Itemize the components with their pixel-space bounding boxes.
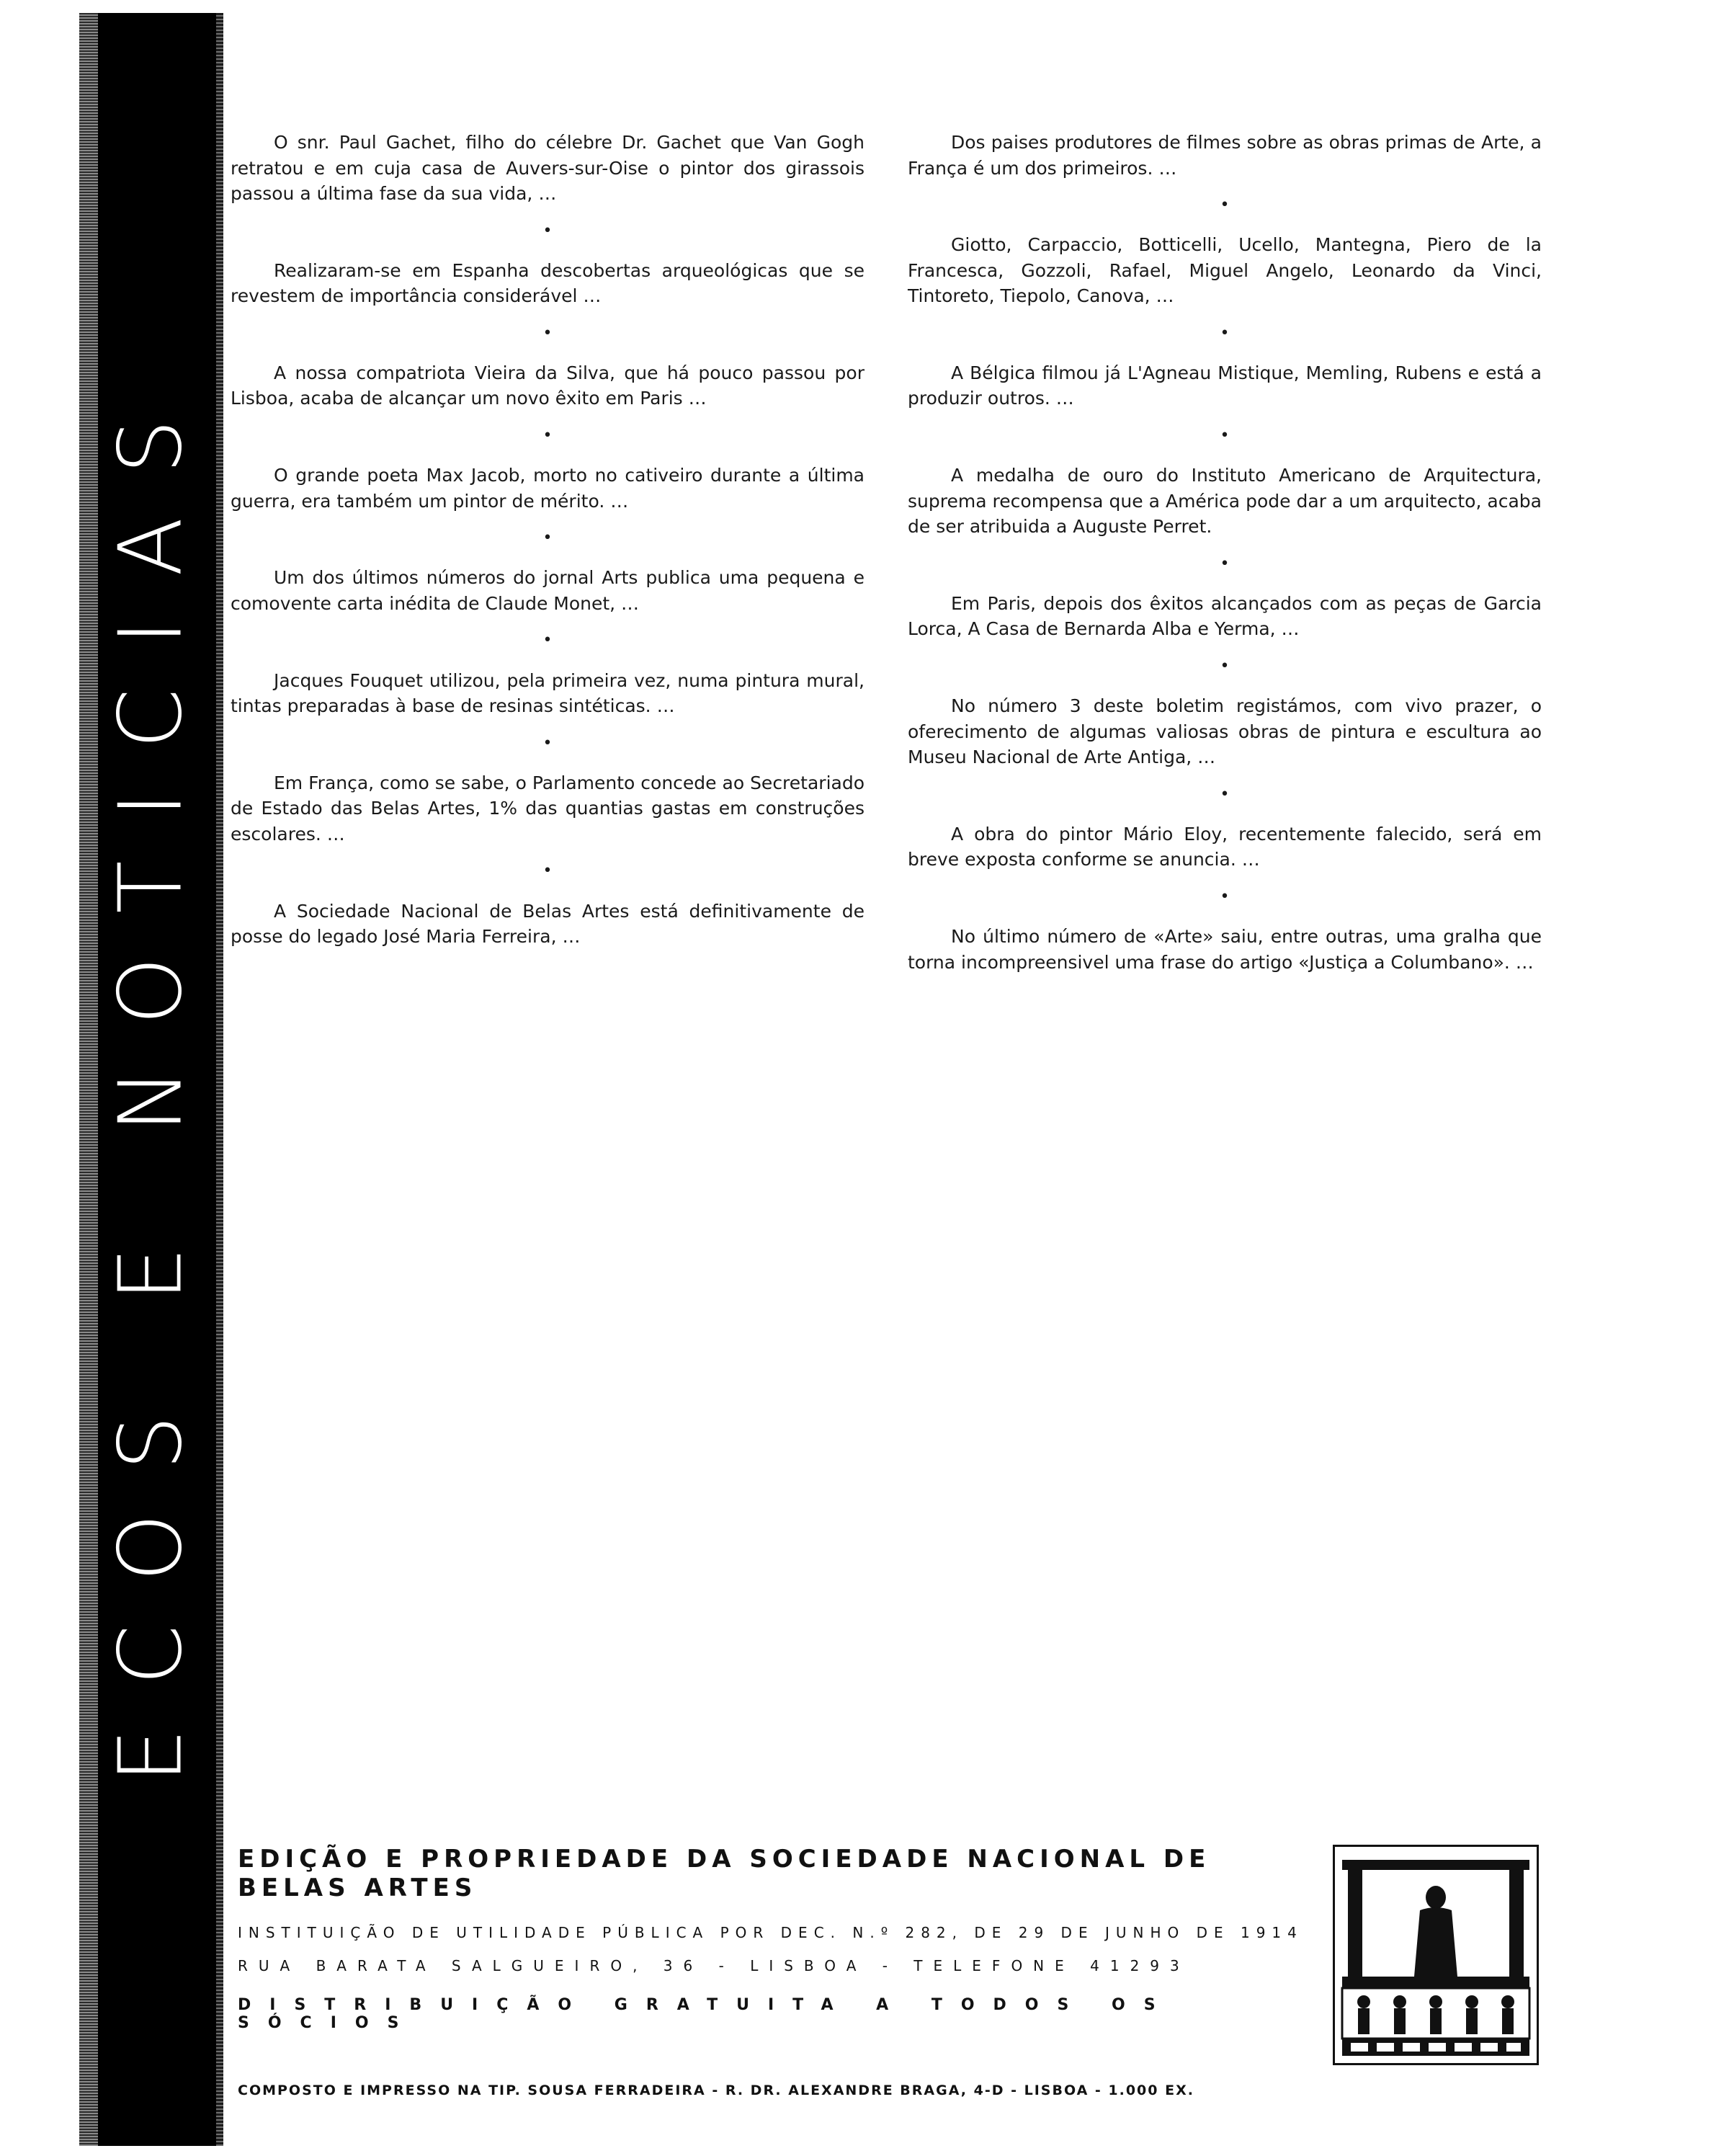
classical-sculpture-emblem-icon (1333, 1845, 1539, 2065)
right-column (908, 130, 1542, 995)
bullet-separator: • (542, 426, 553, 445)
bullet-separator: • (542, 529, 553, 548)
news-item: Jacques Fouquet utilizou, pela primeira vez, numa pintura mural, tintas preparadas à base de resinas sintéticas. … (231, 669, 864, 717)
bullet-separator: • (1220, 554, 1230, 573)
bullet-separator: • (542, 734, 553, 752)
halftone-strip-right (216, 13, 223, 2146)
news-item: Realizaram-se em Espanha descobertas arqueológicas que se revestem de importância considerável … (231, 259, 864, 307)
news-item: No último número de «Arte» saiu, entre outras, uma gralha que torna incompreensivel uma frase do artigo «Justiça a Columbano». … (908, 926, 1542, 973)
news-item: Giotto, Carpaccio, Botticelli, Ucello, Mantegna, Piero de la Francesca, Gozzoli, Rafael, Miguel Angelo, Leonardo da Vinci, Tintoreto, Tiepolo, Canova, … (908, 234, 1542, 307)
emblem-drawing (1335, 1847, 1537, 2063)
institution-line: INSTITUIÇÃO DE UTILIDADE PÚBLICA POR DEC. N.º 282, DE 29 DE JUNHO DE 1914 (238, 1924, 1303, 1941)
bullet-separator: • (1220, 785, 1230, 803)
news-item: A medalha de ouro do Instituto Americano de Arquitectura, suprema recompensa que a América pode dar a um arquitecto, acaba de ser atribuida a Auguste Perret. (908, 465, 1542, 538)
address-line: RUA BARATA SALGUEIRO, 36 - LISBOA - TELEFONE 41293 (238, 1957, 1190, 1974)
news-item: O grande poeta Max Jacob, morto no cativeiro durante a última guerra, era também um pintor de mérito. … (231, 465, 864, 512)
news-item: O snr. Paul Gachet, filho do célebre Dr. Gachet que Van Gogh retratou e em cuja casa de Auvers-sur-Oise o pintor dos girassois passou a última fase da sua vida, … (231, 132, 864, 204)
news-item: A Sociedade Nacional de Belas Artes está definitivamente de posse do legado José Maria Ferreira, … (231, 900, 864, 948)
news-item: A nossa compatriota Vieira da Silva, que há pouco passou por Lisboa, acaba de alcançar um novo êxito em Paris … (231, 362, 864, 409)
bullet-separator: • (1220, 656, 1230, 675)
news-item: Um dos últimos números do jornal Arts publica uma pequena e comovente carta inédita de Claude Monet, … (231, 567, 864, 614)
bullet-separator: • (542, 324, 553, 342)
bullet-separator: • (1220, 324, 1230, 342)
news-item: Dos paises produtores de filmes sobre as obras primas de Arte, a França é um dos primeiros. … (908, 132, 1542, 179)
news-item: Em Paris, depois dos êxitos alcançados com as peças de Garcia Lorca, A Casa de Bernarda Alba e Yerma, … (908, 592, 1542, 640)
news-item: No número 3 deste boletim registámos, com vivo prazer, o oferecimento de algumas valiosas obras de pintura e escultura ao Museu Nacional de Arte Antiga, … (908, 695, 1542, 768)
bullet-separator: • (542, 862, 553, 881)
publisher-line: EDIÇÃO E PROPRIEDADE DA SOCIEDADE NACIONAL DE BELAS ARTES (238, 1845, 1211, 1902)
news-item: A obra do pintor Mário Eloy, recentemente falecido, será em breve exposta conforme se anuncia. … (908, 823, 1542, 870)
news-item: Em França, como se sabe, o Parlamento concede ao Secretariado de Estado das Belas Artes, 1% das quantias gastas em construções escolares. … (231, 772, 864, 845)
news-item: A Bélgica filmou já L'Agneau Mistique, Memling, Rubens e está a produzir outros. … (908, 362, 1542, 409)
bullet-separator: • (542, 221, 553, 240)
halftone-strip (79, 13, 98, 2146)
imprint-block (238, 1845, 1304, 2098)
distribution-line: DISTRIBUIÇÃO GRATUITA A TODOS OS SÓCIOS (238, 1996, 1174, 2032)
bullet-separator: • (1220, 426, 1230, 445)
printer-line: COMPOSTO E IMPRESSO NA TIP. SOUSA FERRADEIRA - R. DR. ALEXANDRE BRAGA, 4-D - LISBOA - 1.000 EX. (238, 2082, 1194, 2098)
bullet-separator: • (1220, 887, 1230, 906)
masthead-title: ECOS E NOTICIAS (101, 375, 202, 1783)
bullet-separator: • (542, 631, 553, 650)
bullet-separator: • (1220, 196, 1230, 214)
sidebar-band (79, 13, 223, 2146)
left-column (231, 130, 864, 970)
